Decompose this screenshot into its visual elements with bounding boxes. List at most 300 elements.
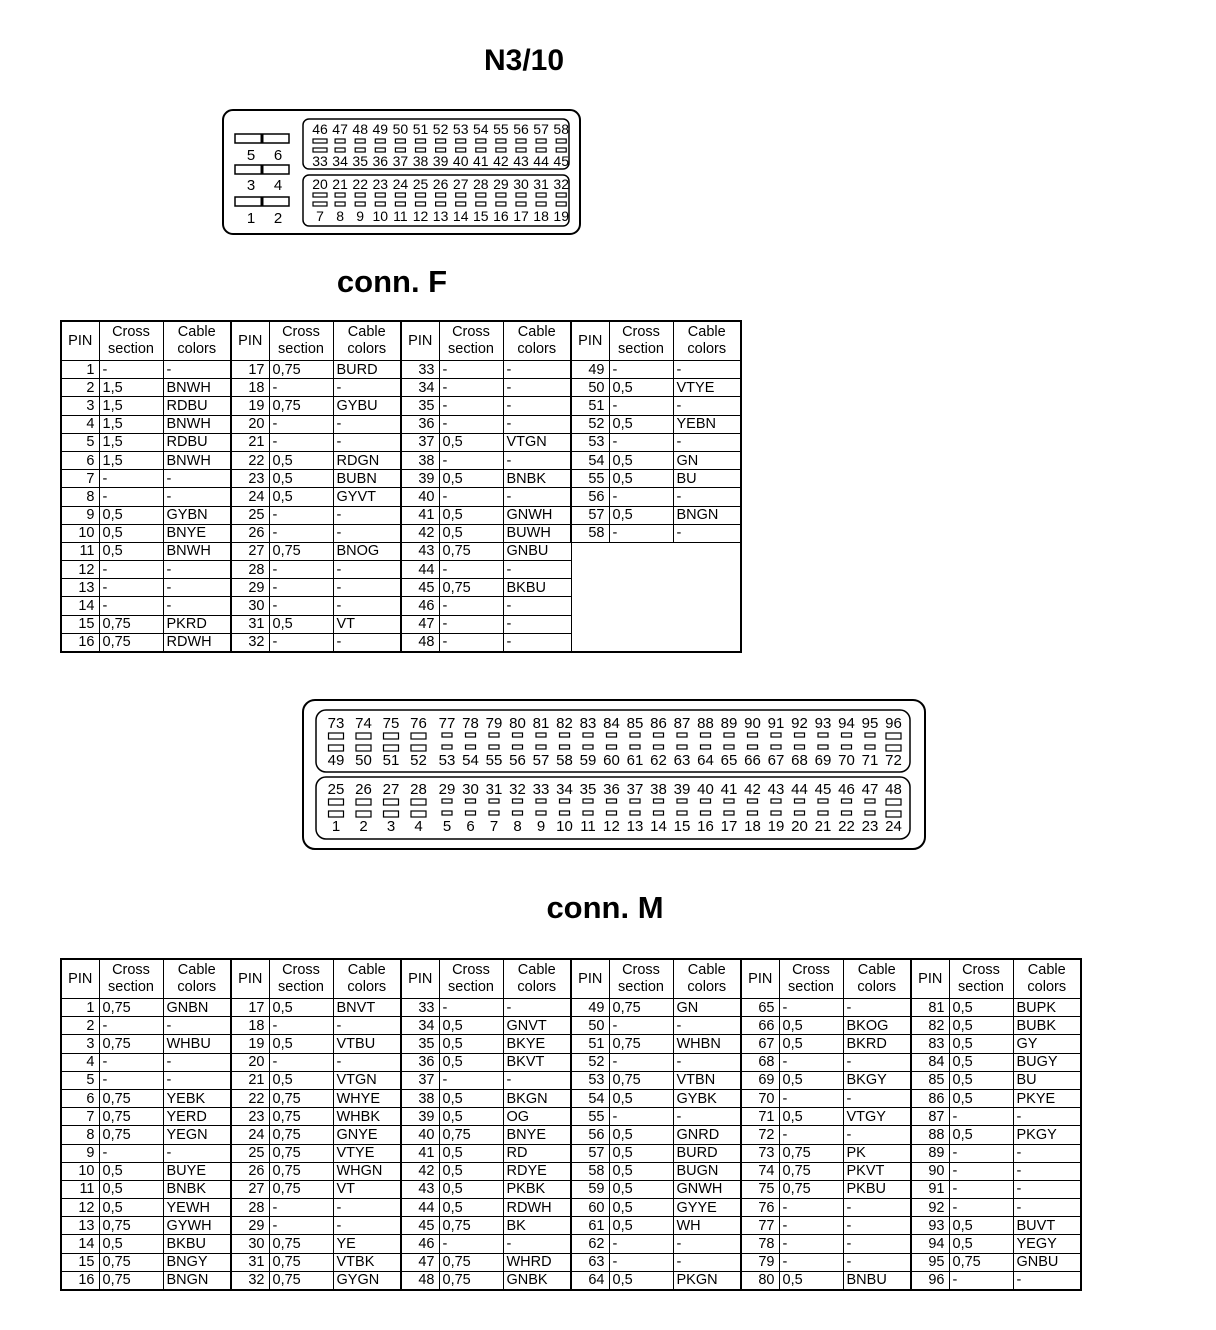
cable-color-cell: VTYE	[333, 1144, 401, 1162]
cable-color-cell: GYWH	[163, 1217, 231, 1235]
col-header-pin: PIN	[231, 959, 269, 999]
pin-cell: 23	[231, 470, 269, 488]
pin-label: 2	[359, 818, 368, 835]
cross-section-cell: -	[609, 433, 673, 451]
pin-label: 24	[392, 176, 409, 192]
pin-cell: 57	[571, 1144, 609, 1162]
pin-label: 65	[720, 752, 738, 769]
cable-color-cell: -	[1013, 1180, 1081, 1198]
table-row	[61, 1217, 1081, 1235]
col-header-cable-colors: Cable colors	[333, 959, 401, 999]
pin-label: 19	[553, 208, 569, 224]
cross-section-cell: -	[99, 561, 163, 579]
pin-cell: 7	[61, 1108, 99, 1126]
cable-color-cell: YEBK	[163, 1089, 231, 1107]
col-header-cross-section: Cross section	[269, 959, 333, 999]
pin-cell: 9	[61, 506, 99, 524]
pin-cell: 26	[231, 524, 269, 542]
cross-section-cell: -	[949, 1108, 1013, 1126]
cross-section-cell: 0,5	[439, 1180, 503, 1198]
cross-section-cell: 0,75	[99, 1271, 163, 1290]
pin-terminal	[842, 733, 852, 737]
pin-cell: 53	[571, 433, 609, 451]
pin-label: 48	[352, 121, 368, 137]
cross-section-cell: 0,5	[609, 451, 673, 469]
cable-color-cell: VTBK	[333, 1253, 401, 1271]
pin-terminal	[607, 811, 617, 815]
cross-section-cell: 0,5	[949, 1217, 1013, 1235]
pin-cell: 25	[231, 1144, 269, 1162]
pin-terminal	[701, 811, 711, 815]
pin-label: 90	[744, 715, 761, 732]
pin-label: 28	[473, 176, 489, 192]
pin-cell: 14	[61, 597, 99, 615]
pin-cell: 41	[401, 1144, 439, 1162]
pin-label: 52	[410, 752, 427, 769]
pin-terminal	[630, 745, 640, 749]
pin-terminal	[395, 148, 405, 152]
cable-color-cell: -	[503, 415, 571, 433]
pin-cell: 30	[231, 597, 269, 615]
pin-terminal	[416, 193, 426, 197]
cross-section-cell: -	[269, 579, 333, 597]
cable-color-cell: -	[503, 561, 571, 579]
cross-section-cell: 0,75	[439, 1271, 503, 1290]
pin-terminal	[701, 799, 711, 803]
pin-label: 71	[861, 752, 879, 769]
col-header-cross-section: Cross section	[779, 959, 843, 999]
pin-terminal	[456, 193, 466, 197]
pin-cell: 37	[401, 433, 439, 451]
pin-cell: 87	[911, 1108, 949, 1126]
pin-cell: 16	[61, 633, 99, 652]
pin-label: 88	[697, 715, 714, 732]
col-header-pin: PIN	[401, 959, 439, 999]
pin-terminal	[560, 799, 570, 803]
cross-section-cell: -	[99, 1017, 163, 1035]
col-header-pin: PIN	[571, 321, 609, 361]
pin-cell: 24	[231, 1126, 269, 1144]
pin-terminal	[313, 202, 327, 206]
pin-label: 38	[412, 153, 429, 169]
table-row	[61, 633, 741, 652]
pin-label: 51	[382, 752, 400, 769]
cross-section-cell: 0,5	[439, 470, 503, 488]
pin-terminal	[724, 733, 734, 737]
col-header-cable-colors: Cable colors	[503, 321, 571, 361]
cross-section-cell: -	[609, 1253, 673, 1271]
cable-color-cell: -	[333, 561, 401, 579]
cable-color-cell: -	[163, 361, 231, 379]
pin-cell: 67	[741, 1035, 779, 1053]
cross-section-cell: 0,75	[609, 1071, 673, 1089]
pin-cell: 21	[231, 433, 269, 451]
cross-section-cell: 0,5	[99, 1199, 163, 1217]
cable-color-cell: YEGN	[163, 1126, 231, 1144]
cross-section-cell: -	[439, 379, 503, 397]
pin-label: 86	[650, 715, 667, 732]
pin-cell: 20	[231, 1053, 269, 1071]
pin-label: 21	[332, 176, 348, 192]
pin-label: 16	[697, 818, 714, 835]
pin-cell: 77	[741, 1217, 779, 1235]
pin-terminal	[476, 148, 486, 152]
col-header-cross-section: Cross section	[439, 321, 503, 361]
cable-color-cell: BNGY	[163, 1253, 231, 1271]
table-row	[61, 470, 741, 488]
empty-cell	[571, 542, 609, 560]
pin-cell: 82	[911, 1017, 949, 1035]
pin-terminal	[355, 139, 365, 143]
cable-color-cell: -	[843, 1199, 911, 1217]
pin-label: 50	[392, 121, 409, 137]
pin-cell: 83	[911, 1035, 949, 1053]
cross-section-cell: -	[99, 597, 163, 615]
cable-color-cell: -	[503, 397, 571, 415]
pin-cell: 19	[231, 1035, 269, 1053]
cross-section-cell: -	[779, 1235, 843, 1253]
pin-label: 69	[814, 752, 832, 769]
pin-cell: 94	[911, 1235, 949, 1253]
cable-color-cell: VTBU	[333, 1035, 401, 1053]
cross-section-cell: 0,75	[269, 1126, 333, 1144]
pin-label: 85	[626, 715, 644, 732]
cross-section-cell: -	[779, 1126, 843, 1144]
cable-color-cell: -	[673, 433, 741, 451]
pin-terminal	[375, 139, 385, 143]
table-row	[61, 542, 741, 560]
pin-label: 76	[410, 715, 427, 732]
cable-color-cell: WHYE	[333, 1089, 401, 1107]
cable-color-cell: -	[163, 1071, 231, 1089]
cable-color-cell: VTGN	[333, 1071, 401, 1089]
cable-color-cell: -	[503, 379, 571, 397]
pin-label: 13	[626, 818, 644, 835]
cable-color-cell: -	[673, 1017, 741, 1035]
cable-color-cell: -	[333, 506, 401, 524]
pin-label: 25	[412, 176, 429, 192]
cable-color-cell: GNYE	[333, 1126, 401, 1144]
pin-terminal	[630, 733, 640, 737]
pin-label: 4	[273, 177, 283, 194]
pin-label: 82	[556, 715, 573, 732]
cable-color-cell: BURD	[333, 361, 401, 379]
cross-section-cell: -	[609, 1235, 673, 1253]
cable-color-cell: -	[333, 1053, 401, 1071]
pin-terminal	[818, 811, 828, 815]
pin-label: 47	[861, 781, 879, 798]
pin-cell: 65	[741, 999, 779, 1017]
pin-terminal	[536, 139, 546, 143]
pin-label: 55	[493, 121, 509, 137]
pin-cell: 49	[571, 999, 609, 1017]
cross-section-cell: -	[949, 1180, 1013, 1198]
cross-section-cell: 0,75	[779, 1180, 843, 1198]
pin-cell: 86	[911, 1089, 949, 1107]
pin-cell: 15	[61, 1253, 99, 1271]
pin-label: 7	[316, 208, 324, 224]
pin-cell: 41	[401, 506, 439, 524]
cross-section-cell: 0,75	[949, 1253, 1013, 1271]
col-header-pin: PIN	[61, 959, 99, 999]
pin-cell: 9	[61, 1144, 99, 1162]
pin-cell: 3	[61, 1035, 99, 1053]
cross-section-cell: 0,75	[439, 542, 503, 560]
pin-label: 58	[553, 121, 569, 137]
col-header-cross-section: Cross section	[269, 321, 333, 361]
empty-cell	[673, 633, 741, 652]
cable-color-cell: -	[673, 397, 741, 415]
col-header-cable-colors: Cable colors	[1013, 959, 1081, 999]
cross-section-cell: 0,5	[609, 1089, 673, 1107]
pin-terminal	[560, 745, 570, 749]
pin-cell: 64	[571, 1271, 609, 1290]
pin-cell: 61	[571, 1217, 609, 1235]
pin-label: 4	[414, 818, 423, 835]
pin-cell: 89	[911, 1144, 949, 1162]
table-row	[61, 415, 741, 433]
pin-label: 1	[246, 210, 256, 227]
cross-section-cell: 0,75	[99, 1253, 163, 1271]
pin-cell: 40	[401, 488, 439, 506]
cable-color-cell: BKGY	[843, 1071, 911, 1089]
cable-color-cell: -	[333, 379, 401, 397]
pin-cell: 1	[61, 999, 99, 1017]
pin-terminal	[313, 193, 327, 197]
pin-terminal	[395, 202, 405, 206]
pin-terminal	[771, 799, 781, 803]
pin-cell: 47	[401, 615, 439, 633]
pin-terminal	[865, 799, 875, 803]
pin-label: 70	[838, 752, 855, 769]
cross-section-cell: 0,5	[949, 999, 1013, 1017]
pin-terminal	[436, 139, 446, 143]
pin-terminal	[329, 799, 344, 805]
pin-terminal	[654, 733, 664, 737]
cross-section-cell: 0,75	[269, 1144, 333, 1162]
pin-cell: 84	[911, 1053, 949, 1071]
pin-cell: 92	[911, 1199, 949, 1217]
pin-cell: 33	[401, 999, 439, 1017]
cable-color-cell: BKRD	[843, 1035, 911, 1053]
pin-label: 95	[861, 715, 879, 732]
cross-section-cell: -	[779, 1199, 843, 1217]
pin-label: 45	[814, 781, 832, 798]
pin-terminal	[313, 139, 327, 143]
cable-color-cell: -	[1013, 1271, 1081, 1290]
pin-terminal	[466, 811, 476, 815]
pin-cell: 46	[401, 597, 439, 615]
pin-terminal	[356, 799, 371, 805]
pin-terminal	[842, 811, 852, 815]
pin-terminal	[436, 193, 446, 197]
empty-cell	[609, 579, 673, 597]
pin-cell: 24	[231, 488, 269, 506]
col-header-cable-colors: Cable colors	[163, 321, 231, 361]
cross-section-cell: 0,75	[439, 1217, 503, 1235]
pin-cell: 28	[231, 1199, 269, 1217]
pin-terminal	[654, 745, 664, 749]
pin-label: 80	[509, 715, 526, 732]
pin-label: 72	[885, 752, 902, 769]
pin-label: 24	[885, 818, 902, 835]
cable-color-cell: YEGY	[1013, 1235, 1081, 1253]
cross-section-cell: 0,5	[949, 1235, 1013, 1253]
pin-cell: 31	[231, 1253, 269, 1271]
pin-cell: 17	[231, 999, 269, 1017]
cross-section-cell: 0,5	[99, 1180, 163, 1198]
pin-label: 33	[532, 781, 550, 798]
cross-section-cell: 0,75	[439, 1126, 503, 1144]
cable-color-cell: GYBK	[673, 1089, 741, 1107]
pin-cell: 76	[741, 1199, 779, 1217]
pin-label: 81	[532, 715, 550, 732]
pin-label: 62	[650, 752, 667, 769]
pin-terminal	[865, 811, 875, 815]
pin-cell: 11	[61, 1180, 99, 1198]
pin-terminal	[536, 193, 546, 197]
pin-terminal	[416, 148, 426, 152]
col-header-pin: PIN	[911, 959, 949, 999]
pin-label: 7	[489, 818, 499, 835]
cross-section-cell: -	[99, 1053, 163, 1071]
empty-cell	[571, 615, 609, 633]
pin-terminal	[630, 799, 640, 803]
cable-color-cell: BNWH	[163, 542, 231, 560]
pin-label: 49	[327, 752, 345, 769]
pin-terminal	[375, 148, 385, 152]
pin-terminal	[313, 148, 327, 152]
pin-label: 29	[438, 781, 456, 798]
pin-cell: 33	[401, 361, 439, 379]
cross-section-cell: 0,5	[439, 1035, 503, 1053]
cross-section-cell: 0,75	[269, 1235, 333, 1253]
pin-terminal	[329, 745, 344, 751]
cross-section-cell: -	[439, 1071, 503, 1089]
pin-terminal	[384, 745, 399, 751]
cross-section-cell: 0,75	[99, 999, 163, 1017]
pin-terminal	[489, 811, 499, 815]
pin-terminal	[536, 733, 546, 737]
pin-cell: 46	[401, 1235, 439, 1253]
pin-terminal	[442, 811, 452, 815]
cable-color-cell: -	[673, 1253, 741, 1271]
pin-terminal	[583, 733, 593, 737]
pin-label: 37	[626, 781, 644, 798]
table-row	[61, 524, 741, 542]
pin-terminal	[701, 733, 711, 737]
cable-color-cell: BNOG	[333, 542, 401, 560]
cross-section-cell: 0,5	[779, 1017, 843, 1035]
cross-section-cell: 0,75	[99, 633, 163, 652]
cross-section-cell: 0,5	[949, 1126, 1013, 1144]
pin-label: 8	[336, 208, 344, 224]
table-row	[61, 1144, 1081, 1162]
pin-label: 89	[720, 715, 738, 732]
cable-color-cell: GYYE	[673, 1199, 741, 1217]
col-header-cable-colors: Cable colors	[843, 959, 911, 999]
col-header-cross-section: Cross section	[609, 321, 673, 361]
pin-terminal	[560, 733, 570, 737]
pin-terminal	[607, 799, 617, 803]
cable-color-cell: GYBU	[333, 397, 401, 415]
pin-label: 53	[438, 752, 456, 769]
pin-cell: 53	[571, 1071, 609, 1089]
pin-terminal	[416, 139, 426, 143]
pin-cell: 23	[231, 1108, 269, 1126]
pin-terminal	[516, 148, 526, 152]
cable-color-cell: BNBK	[163, 1180, 231, 1198]
pin-label: 25	[327, 781, 345, 798]
pin-terminal	[748, 799, 758, 803]
pin-label: 12	[412, 208, 429, 224]
pin-terminal	[818, 745, 828, 749]
pin-label: 14	[452, 208, 469, 224]
pin-terminal	[513, 811, 523, 815]
cross-section-cell: 0,5	[439, 1199, 503, 1217]
cross-section-cell: -	[779, 1089, 843, 1107]
cable-color-cell: VT	[333, 615, 401, 633]
pin-terminal	[416, 202, 426, 206]
cable-color-cell: GNBK	[503, 1271, 571, 1290]
pin-cell: 25	[231, 506, 269, 524]
cable-color-cell: RDBU	[163, 433, 231, 451]
cross-section-cell: 0,5	[609, 1180, 673, 1198]
table-row	[61, 1271, 1081, 1290]
pin-cell: 56	[571, 488, 609, 506]
cross-section-cell: 0,5	[269, 1035, 333, 1053]
cable-color-cell: -	[163, 561, 231, 579]
pin-terminal	[886, 745, 901, 751]
pin-label: 39	[673, 781, 691, 798]
cross-section-cell: 0,75	[269, 1089, 333, 1107]
cable-color-cell: BNYE	[163, 524, 231, 542]
table-row	[61, 1071, 1081, 1089]
pin-label: 14	[650, 818, 667, 835]
pin-label: 26	[432, 176, 449, 192]
pin-cell: 18	[231, 379, 269, 397]
pin-cell: 15	[61, 615, 99, 633]
pin-label: 17	[720, 818, 738, 835]
cross-section-cell: 0,75	[269, 1271, 333, 1290]
pin-label: 60	[603, 752, 620, 769]
pin-terminal	[630, 811, 640, 815]
pin-terminal	[355, 148, 365, 152]
pin-terminal	[456, 139, 466, 143]
cable-color-cell: PKRD	[163, 615, 231, 633]
cable-color-cell: -	[333, 633, 401, 652]
pin-label: 74	[355, 715, 372, 732]
pin-label: 30	[462, 781, 479, 798]
pin-cell: 55	[571, 470, 609, 488]
cross-section-cell: 0,5	[439, 433, 503, 451]
cross-section-cell: -	[609, 524, 673, 542]
conn-f-table	[60, 320, 742, 653]
pin-terminal	[748, 733, 758, 737]
cross-section-cell: 0,5	[609, 506, 673, 524]
pin-cell: 66	[741, 1017, 779, 1035]
pin-terminal	[395, 139, 405, 143]
cable-color-cell: BUBK	[1013, 1017, 1081, 1035]
pin-terminal	[516, 193, 526, 197]
pin-label: 27	[452, 176, 469, 192]
cable-color-cell: RDWH	[163, 633, 231, 652]
col-header-pin: PIN	[571, 959, 609, 999]
cable-color-cell: -	[163, 488, 231, 506]
pin-cell: 43	[401, 542, 439, 560]
pin-cell: 47	[401, 1253, 439, 1271]
cross-section-cell: -	[439, 561, 503, 579]
